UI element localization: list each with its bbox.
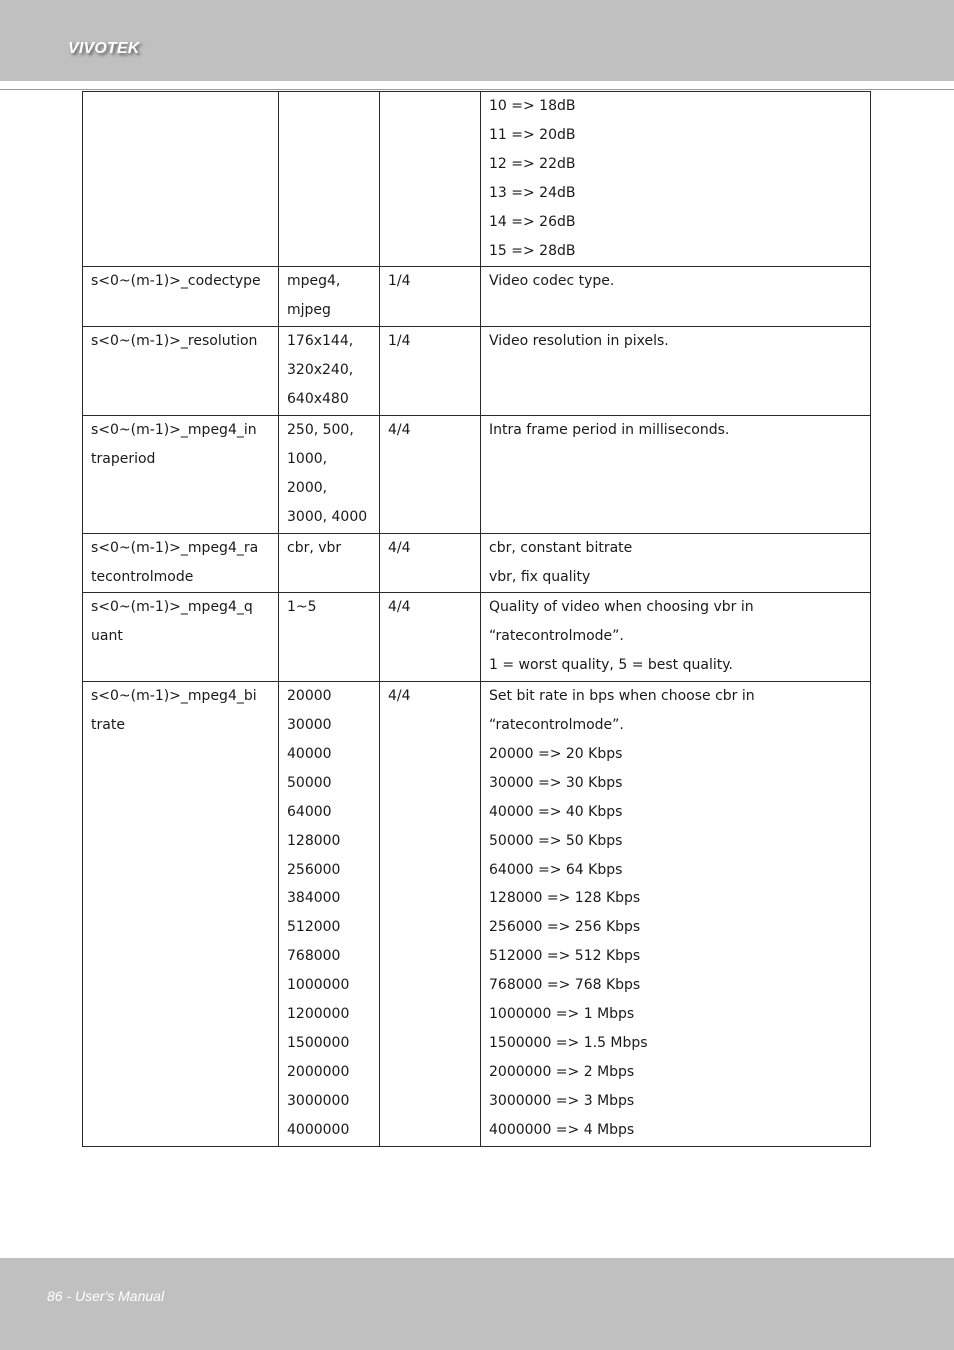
- cell-line: 3000000 => 3 Mbps: [489, 1092, 635, 1109]
- cell-line: 1500000 => 1.5 Mbps: [489, 1035, 648, 1051]
- cell-line: 50000: [287, 774, 332, 791]
- cell-line: Quality of video when choosing vbr in: [489, 599, 754, 616]
- cell-line: trate: [91, 717, 125, 734]
- cell-line: 768000 => 768 Kbps: [489, 977, 641, 994]
- parameter-security-cell: [380, 415, 481, 533]
- cell-line: 14 => 26dB: [489, 213, 576, 230]
- cell-line: tecontrolmode: [91, 568, 194, 585]
- cell-line: 1000,: [287, 450, 328, 467]
- table-row: [83, 682, 871, 1147]
- parameter-name-cell: [83, 593, 279, 682]
- cell-line: 20000 => 20 Kbps: [489, 745, 623, 762]
- cell-line: 2000000: [287, 1063, 350, 1080]
- cell-line: 1000000: [287, 977, 350, 994]
- parameter-table-body: [83, 92, 871, 1147]
- cell-line: 13 => 24dB: [489, 184, 576, 201]
- cell-line: 12 => 22dB: [489, 155, 576, 172]
- table-row: [83, 533, 871, 593]
- page-header: [0, 0, 954, 81]
- brand-logo: VIVOTEK: [68, 40, 140, 57]
- cell-line: 20000: [287, 688, 332, 705]
- cell-line: 1500000: [287, 1035, 350, 1051]
- table-row: [83, 267, 871, 327]
- parameter-security-cell: [380, 593, 481, 682]
- cell-line: traperiod: [91, 450, 156, 467]
- cell-line: s<0~(m-1)>_resolution: [91, 333, 258, 350]
- cell-line: vbr, fix quality: [489, 568, 591, 585]
- table-row: [83, 327, 871, 416]
- parameter-name-cell: [83, 533, 279, 593]
- parameter-security-cell: [380, 92, 481, 267]
- cell-line: 512000: [287, 919, 341, 936]
- table-row: [83, 415, 871, 533]
- parameter-value-cell: [279, 593, 380, 682]
- parameter-table: [82, 91, 871, 1147]
- parameter-value-cell: [279, 682, 380, 1147]
- parameter-value-cell: [279, 533, 380, 593]
- cell-line: 40000 => 40 Kbps: [489, 803, 623, 820]
- cell-line: 64000: [287, 803, 332, 820]
- parameter-value-cell: [279, 327, 380, 416]
- cell-line: Intra frame period in milliseconds.: [489, 421, 730, 438]
- table-row: [83, 92, 871, 267]
- cell-line: 10 => 18dB: [489, 98, 576, 114]
- cell-line: 256000: [287, 861, 341, 878]
- cell-line: 3000000: [287, 1092, 350, 1109]
- cell-line: 50000 => 50 Kbps: [489, 832, 623, 849]
- cell-line: 1/4: [388, 333, 411, 350]
- cell-line: 1/4: [388, 273, 411, 290]
- cell-line: 256000 => 256 Kbps: [489, 919, 641, 936]
- parameter-description-cell: [481, 327, 871, 416]
- cell-line: 250, 500,: [287, 421, 354, 438]
- cell-line: 512000 => 512 Kbps: [489, 948, 641, 965]
- cell-line: 768000: [287, 948, 341, 965]
- cell-line: cbr, constant bitrate: [489, 539, 633, 556]
- table-row: [83, 593, 871, 682]
- cell-line: cbr, vbr: [287, 539, 342, 556]
- cell-line: 1000000 => 1 Mbps: [489, 1006, 635, 1023]
- parameter-security-cell: [380, 682, 481, 1147]
- cell-line: 176x144,: [287, 333, 354, 350]
- parameter-value-cell: [279, 92, 380, 267]
- cell-line: s<0~(m-1)>_codectype: [91, 273, 261, 290]
- cell-line: 4/4: [388, 539, 411, 556]
- cell-line: 640x480: [287, 391, 349, 408]
- cell-line: Video resolution in pixels.: [489, 333, 669, 350]
- cell-line: “ratecontrolmode”.: [489, 717, 624, 734]
- cell-line: 128000 => 128 Kbps: [489, 890, 641, 907]
- cell-line: 30000 => 30 Kbps: [489, 774, 623, 791]
- cell-line: 15 => 28dB: [489, 242, 576, 259]
- parameter-name-cell: [83, 682, 279, 1147]
- cell-line: [287, 92, 371, 121]
- cell-line: 4/4: [388, 599, 411, 616]
- header-divider: [0, 89, 954, 90]
- cell-line: “ratecontrolmode”.: [489, 628, 624, 645]
- parameter-description-cell: [481, 682, 871, 1147]
- cell-line: s<0~(m-1)>_mpeg4_q: [91, 599, 253, 616]
- page-footer: [0, 1258, 954, 1350]
- cell-line: 4/4: [388, 421, 411, 438]
- cell-line: 11 => 20dB: [489, 126, 576, 143]
- cell-line: uant: [91, 628, 123, 645]
- cell-line: 1 = worst quality, 5 = best quality.: [489, 657, 733, 674]
- cell-line: 128000: [287, 832, 341, 849]
- cell-line: mpeg4,: [287, 273, 341, 290]
- parameter-description-cell: [481, 267, 871, 327]
- cell-line: [91, 92, 270, 121]
- cell-line: 64000 => 64 Kbps: [489, 861, 623, 878]
- parameter-name-cell: [83, 267, 279, 327]
- parameter-security-cell: [380, 267, 481, 327]
- parameter-description-cell: [481, 92, 871, 267]
- cell-line: mjpeg: [287, 302, 331, 319]
- cell-line: 1~5: [287, 599, 317, 616]
- parameter-value-cell: [279, 415, 380, 533]
- page-number-label: 86 - User's Manual: [47, 1288, 165, 1304]
- cell-line: [388, 92, 472, 121]
- cell-line: 4000000: [287, 1121, 350, 1138]
- parameter-security-cell: [380, 533, 481, 593]
- cell-line: Set bit rate in bps when choose cbr in: [489, 688, 755, 705]
- cell-line: 4000000 => 4 Mbps: [489, 1121, 635, 1138]
- parameter-name-cell: [83, 327, 279, 416]
- parameter-value-cell: [279, 267, 380, 327]
- parameter-security-cell: [380, 327, 481, 416]
- cell-line: s<0~(m-1)>_mpeg4_bi: [91, 688, 257, 705]
- cell-line: 4/4: [388, 688, 411, 705]
- cell-line: s<0~(m-1)>_mpeg4_in: [91, 421, 257, 438]
- cell-line: 2000,: [287, 479, 328, 496]
- cell-line: 2000000 => 2 Mbps: [489, 1063, 635, 1080]
- cell-line: 3000, 4000: [287, 508, 368, 525]
- cell-line: 1200000: [287, 1006, 350, 1023]
- cell-line: s<0~(m-1)>_mpeg4_ra: [91, 539, 259, 556]
- cell-line: 30000: [287, 717, 332, 734]
- cell-line: Video codec type.: [489, 273, 615, 290]
- parameter-name-cell: [83, 92, 279, 267]
- cell-line: 384000: [287, 890, 341, 907]
- parameter-description-cell: [481, 415, 871, 533]
- cell-line: 320x240,: [287, 362, 354, 379]
- parameter-description-cell: [481, 593, 871, 682]
- cell-line: 40000: [287, 745, 332, 762]
- parameter-name-cell: [83, 415, 279, 533]
- parameter-description-cell: [481, 533, 871, 593]
